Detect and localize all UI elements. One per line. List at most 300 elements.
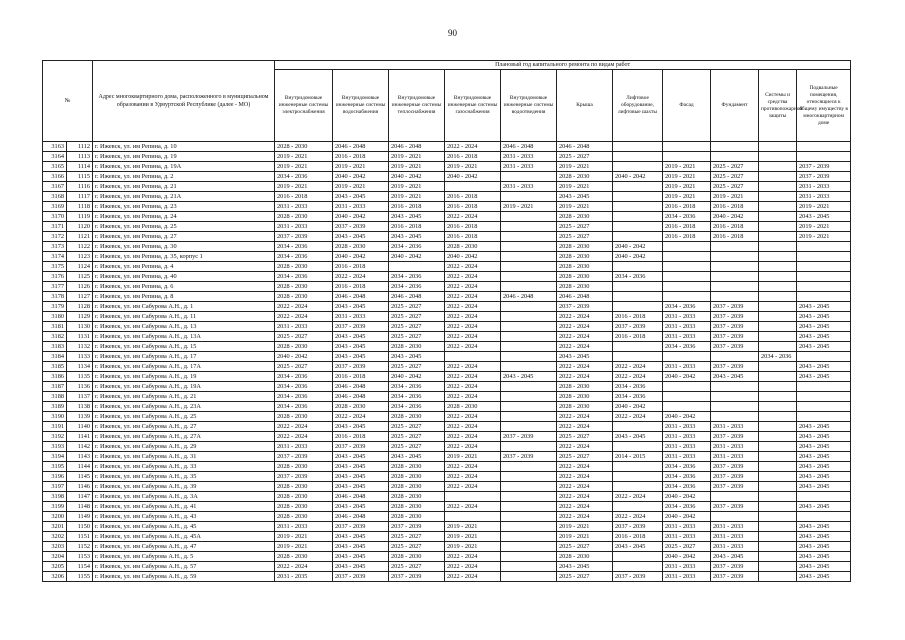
cell-electricity-period: 2028 - 2030 — [275, 502, 333, 512]
cell-basement-period — [797, 152, 851, 162]
cell-basement-period: 2043 - 2045 — [797, 362, 851, 372]
cell-heat-supply-period: 2025 - 2027 — [389, 432, 445, 442]
table-row — [43, 512, 851, 522]
cell-roof-period: 2028 - 2030 — [557, 552, 613, 562]
cell-roof-period: 2028 - 2030 — [557, 252, 613, 262]
cell-address: г. Ижевск, ул. им Сабурова А.Н., д. 39 — [93, 482, 275, 492]
cell-address: г. Ижевск, ул. им Сабурова А.Н., д. 35 — [93, 472, 275, 482]
cell-facade-period: 2019 - 2021 — [663, 172, 711, 182]
cell-fire-protection-period — [759, 162, 797, 172]
cell-heat-supply-period: 2025 - 2027 — [389, 562, 445, 572]
cell-row-number: 3196 — [43, 472, 67, 482]
cell-heat-supply-period: 2025 - 2027 — [389, 362, 445, 372]
cell-heat-supply-period: 2034 - 2036 — [389, 272, 445, 282]
cell-basement-period — [797, 242, 851, 252]
cell-water-supply-period: 2019 - 2021 — [333, 162, 389, 172]
cell-electricity-period: 2022 - 2024 — [275, 312, 333, 322]
cell-basement-period — [797, 262, 851, 272]
cell-address: г. Ижевск, ул. им Сабурова А.Н., д. 3А — [93, 492, 275, 502]
table-row — [43, 252, 851, 262]
cell-water-supply-period: 2016 - 2018 — [333, 432, 389, 442]
cell-fire-protection-period — [759, 182, 797, 192]
cell-fire-protection-period — [759, 142, 797, 152]
cell-heat-supply-period: 2028 - 2030 — [389, 462, 445, 472]
cell-foundation-period — [711, 252, 759, 262]
column-group-header: Плановый год капитального ремонта по видам работ — [275, 61, 851, 70]
cell-row-number: 3199 — [43, 502, 67, 512]
table-row — [43, 152, 851, 162]
cell-foundation-period: 2031 - 2033 — [711, 522, 759, 532]
cell-facade-period — [663, 402, 711, 412]
cell-roof-period: 2025 - 2027 — [557, 432, 613, 442]
cell-electricity-period: 2034 - 2036 — [275, 172, 333, 182]
cell-drainage-period — [501, 382, 557, 392]
cell-building-id: 1151 — [67, 532, 93, 542]
cell-water-supply-period: 2043 - 2045 — [333, 552, 389, 562]
cell-roof-period: 2028 - 2030 — [557, 382, 613, 392]
cell-elevator-period: 2016 - 2018 — [613, 312, 663, 322]
cell-building-id: 1134 — [67, 362, 93, 372]
cell-foundation-period — [711, 242, 759, 252]
cell-facade-period: 2034 - 2036 — [663, 462, 711, 472]
table-row — [43, 542, 851, 552]
cell-fire-protection-period — [759, 242, 797, 252]
cell-building-id: 1115 — [67, 172, 93, 182]
cell-heat-supply-period: 2046 - 2048 — [389, 142, 445, 152]
cell-address: г. Ижевск, ул. им Сабурова А.Н., д. 47 — [93, 542, 275, 552]
cell-row-number: 3201 — [43, 522, 67, 532]
cell-building-id: 1154 — [67, 562, 93, 572]
cell-electricity-period: 2028 - 2030 — [275, 292, 333, 302]
cell-electricity-period: 2028 - 2030 — [275, 482, 333, 492]
cell-fire-protection-period — [759, 312, 797, 322]
cell-heat-supply-period: 2028 - 2030 — [389, 412, 445, 422]
cell-elevator-period — [613, 182, 663, 192]
cell-heat-supply-period: 2043 - 2045 — [389, 452, 445, 462]
cell-facade-period: 2031 - 2033 — [663, 562, 711, 572]
cell-facade-period — [663, 392, 711, 402]
cell-water-supply-period: 2031 - 2033 — [333, 312, 389, 322]
cell-electricity-period: 2028 - 2030 — [275, 282, 333, 292]
cell-facade-period — [663, 242, 711, 252]
cell-basement-period: 2043 - 2045 — [797, 502, 851, 512]
cell-roof-period: 2022 - 2024 — [557, 342, 613, 352]
cell-gas-supply-period: 2040 - 2042 — [445, 172, 501, 182]
cell-roof-period: 2019 - 2021 — [557, 522, 613, 532]
cell-electricity-period: 2019 - 2021 — [275, 182, 333, 192]
cell-water-supply-period: 2022 - 2024 — [333, 272, 389, 282]
table-row — [43, 502, 851, 512]
cell-foundation-period: 2037 - 2039 — [711, 362, 759, 372]
cell-basement-period: 2031 - 2033 — [797, 192, 851, 202]
cell-building-id: 1144 — [67, 462, 93, 472]
cell-heat-supply-period: 2034 - 2036 — [389, 382, 445, 392]
cell-water-supply-period: 2043 - 2045 — [333, 472, 389, 482]
cell-row-number: 3169 — [43, 202, 67, 212]
cell-electricity-period: 2022 - 2024 — [275, 432, 333, 442]
cell-foundation-period: 2031 - 2033 — [711, 542, 759, 552]
cell-row-number: 3182 — [43, 332, 67, 342]
cell-foundation-period: 2037 - 2039 — [711, 482, 759, 492]
cell-elevator-period — [613, 222, 663, 232]
cell-foundation-period: 2031 - 2033 — [711, 442, 759, 452]
cell-foundation-period: 2037 - 2039 — [711, 502, 759, 512]
cell-facade-period: 2031 - 2033 — [663, 572, 711, 582]
cell-gas-supply-period: 2022 - 2024 — [445, 442, 501, 452]
cell-foundation-period: 2037 - 2039 — [711, 562, 759, 572]
cell-elevator-period — [613, 202, 663, 212]
cell-fire-protection-period — [759, 222, 797, 232]
cell-row-number: 3194 — [43, 452, 67, 462]
cell-gas-supply-period: 2016 - 2018 — [445, 232, 501, 242]
cell-drainage-period — [501, 302, 557, 312]
cell-electricity-period: 2034 - 2036 — [275, 402, 333, 412]
cell-electricity-period: 2037 - 2039 — [275, 472, 333, 482]
cell-row-number: 3197 — [43, 482, 67, 492]
cell-address: г. Ижевск, ул. им Сабурова А.Н., д. 1 — [93, 302, 275, 312]
cell-roof-period: 2019 - 2021 — [557, 202, 613, 212]
cell-basement-period: 2043 - 2045 — [797, 532, 851, 542]
cell-building-id: 1148 — [67, 502, 93, 512]
cell-gas-supply-period: 2022 - 2024 — [445, 372, 501, 382]
cell-water-supply-period: 2016 - 2018 — [333, 262, 389, 272]
cell-basement-period: 2043 - 2045 — [797, 422, 851, 432]
cell-drainage-period: 2046 - 2048 — [501, 142, 557, 152]
cell-basement-period: 2043 - 2045 — [797, 432, 851, 442]
cell-electricity-period: 2022 - 2024 — [275, 302, 333, 312]
cell-facade-period: 2034 - 2036 — [663, 502, 711, 512]
cell-foundation-period: 2031 - 2033 — [711, 422, 759, 432]
cell-facade-period: 2040 - 2042 — [663, 512, 711, 522]
cell-row-number: 3183 — [43, 342, 67, 352]
cell-water-supply-period: 2031 - 2033 — [333, 202, 389, 212]
cell-gas-supply-period: 2016 - 2018 — [445, 222, 501, 232]
cell-fire-protection-period — [759, 462, 797, 472]
cell-gas-supply-period — [445, 352, 501, 362]
cell-row-number: 3167 — [43, 182, 67, 192]
cell-building-id: 1114 — [67, 162, 93, 172]
header-row-group — [43, 61, 851, 70]
cell-building-id: 1137 — [67, 392, 93, 402]
cell-basement-period: 2043 - 2045 — [797, 312, 851, 322]
cell-water-supply-period: 2043 - 2045 — [333, 562, 389, 572]
cell-gas-supply-period: 2019 - 2021 — [445, 162, 501, 172]
cell-electricity-period: 2025 - 2027 — [275, 332, 333, 342]
cell-roof-period: 2022 - 2024 — [557, 362, 613, 372]
cell-address: г. Ижевск, ул. им Репина, д. 2 — [93, 172, 275, 182]
cell-basement-period: 2031 - 2033 — [797, 182, 851, 192]
cell-elevator-period: 2040 - 2042 — [613, 252, 663, 262]
cell-row-number: 3203 — [43, 542, 67, 552]
cell-address: г. Ижевск, ул. им Репина, д. 6 — [93, 282, 275, 292]
cell-basement-period: 2037 - 2039 — [797, 162, 851, 172]
cell-foundation-period — [711, 492, 759, 502]
table-row — [43, 382, 851, 392]
cell-electricity-period: 2028 - 2030 — [275, 462, 333, 472]
cell-building-id: 1126 — [67, 282, 93, 292]
table-row — [43, 332, 851, 342]
cell-heat-supply-period: 2019 - 2021 — [389, 152, 445, 162]
cell-water-supply-period: 2037 - 2039 — [333, 522, 389, 532]
cell-water-supply-period: 2037 - 2039 — [333, 572, 389, 582]
cell-address: г. Ижевск, ул. им Сабурова А.Н., д. 19 — [93, 372, 275, 382]
cell-foundation-period: 2016 - 2018 — [711, 232, 759, 242]
cell-facade-period: 2031 - 2033 — [663, 362, 711, 372]
cell-facade-period — [663, 142, 711, 152]
column-header-gas-supply: Внутридомовые инженерные системы газоснабжения — [445, 70, 501, 142]
cell-heat-supply-period: 2028 - 2030 — [389, 342, 445, 352]
cell-fire-protection-period — [759, 572, 797, 582]
cell-facade-period: 2031 - 2033 — [663, 312, 711, 322]
cell-foundation-period: 2037 - 2039 — [711, 462, 759, 472]
table-row — [43, 572, 851, 582]
cell-gas-supply-period: 2022 - 2024 — [445, 382, 501, 392]
cell-gas-supply-period: 2022 - 2024 — [445, 362, 501, 372]
cell-electricity-period: 2031 - 2033 — [275, 202, 333, 212]
cell-gas-supply-period: 2022 - 2024 — [445, 572, 501, 582]
cell-heat-supply-period: 2040 - 2042 — [389, 252, 445, 262]
cell-fire-protection-period — [759, 402, 797, 412]
cell-electricity-period: 2025 - 2027 — [275, 362, 333, 372]
cell-row-number: 3180 — [43, 312, 67, 322]
cell-foundation-period — [711, 292, 759, 302]
cell-elevator-period — [613, 142, 663, 152]
cell-roof-period: 2025 - 2027 — [557, 232, 613, 242]
cell-facade-period: 2031 - 2033 — [663, 322, 711, 332]
cell-fire-protection-period — [759, 282, 797, 292]
cell-elevator-period: 2022 - 2024 — [613, 412, 663, 422]
cell-electricity-period: 2028 - 2030 — [275, 142, 333, 152]
cell-facade-period: 2031 - 2033 — [663, 442, 711, 452]
column-header-heat-supply: Внутридомовые инженерные системы теплоснабжения — [389, 70, 445, 142]
cell-facade-period — [663, 262, 711, 272]
cell-fire-protection-period — [759, 452, 797, 462]
cell-basement-period — [797, 252, 851, 262]
cell-electricity-period: 2019 - 2021 — [275, 152, 333, 162]
cell-drainage-period — [501, 272, 557, 282]
cell-elevator-period: 2040 - 2042 — [613, 172, 663, 182]
column-header-number: № — [43, 61, 93, 142]
cell-elevator-period: 2022 - 2024 — [613, 362, 663, 372]
cell-drainage-period — [501, 242, 557, 252]
table-row — [43, 492, 851, 502]
cell-fire-protection-period — [759, 342, 797, 352]
cell-electricity-period: 2031 - 2033 — [275, 442, 333, 452]
cell-basement-period — [797, 272, 851, 282]
cell-address: г. Ижевск, ул. им Репина, д. 35, корпус 1 — [93, 252, 275, 262]
cell-gas-supply-period: 2022 - 2024 — [445, 272, 501, 282]
cell-roof-period: 2022 - 2024 — [557, 502, 613, 512]
cell-roof-period: 2025 - 2027 — [557, 572, 613, 582]
cell-water-supply-period: 2043 - 2045 — [333, 232, 389, 242]
cell-drainage-period: 2037 - 2039 — [501, 452, 557, 462]
cell-facade-period — [663, 152, 711, 162]
cell-fire-protection-period — [759, 362, 797, 372]
cell-drainage-period — [501, 252, 557, 262]
table-row — [43, 472, 851, 482]
cell-roof-period: 2019 - 2021 — [557, 182, 613, 192]
cell-address: г. Ижевск, ул. им Сабурова А.Н., д. 45 — [93, 522, 275, 532]
cell-gas-supply-period: 2022 - 2024 — [445, 392, 501, 402]
cell-fire-protection-period — [759, 442, 797, 452]
cell-water-supply-period: 2046 - 2048 — [333, 292, 389, 302]
cell-elevator-period: 2040 - 2042 — [613, 402, 663, 412]
cell-row-number: 3174 — [43, 252, 67, 262]
cell-fire-protection-period — [759, 152, 797, 162]
cell-drainage-period — [501, 462, 557, 472]
cell-gas-supply-period: 2028 - 2030 — [445, 402, 501, 412]
cell-water-supply-period: 2037 - 2039 — [333, 442, 389, 452]
cell-roof-period: 2022 - 2024 — [557, 512, 613, 522]
cell-electricity-period: 2028 - 2030 — [275, 262, 333, 272]
cell-fire-protection-period — [759, 412, 797, 422]
cell-elevator-period: 2016 - 2018 — [613, 332, 663, 342]
cell-facade-period: 2031 - 2033 — [663, 522, 711, 532]
cell-roof-period: 2028 - 2030 — [557, 272, 613, 282]
cell-facade-period: 2019 - 2021 — [663, 162, 711, 172]
cell-building-id: 1123 — [67, 252, 93, 262]
cell-building-id: 1124 — [67, 262, 93, 272]
cell-building-id: 1132 — [67, 342, 93, 352]
cell-electricity-period: 2034 - 2036 — [275, 272, 333, 282]
cell-foundation-period: 2037 - 2039 — [711, 572, 759, 582]
cell-building-id: 1117 — [67, 192, 93, 202]
cell-building-id: 1138 — [67, 402, 93, 412]
cell-roof-period: 2022 - 2024 — [557, 312, 613, 322]
cell-roof-period: 2025 - 2027 — [557, 222, 613, 232]
cell-drainage-period — [501, 572, 557, 582]
cell-drainage-period — [501, 352, 557, 362]
cell-foundation-period — [711, 382, 759, 392]
cell-roof-period: 2028 - 2030 — [557, 282, 613, 292]
cell-elevator-period — [613, 282, 663, 292]
cell-gas-supply-period: 2019 - 2021 — [445, 522, 501, 532]
cell-building-id: 1127 — [67, 292, 93, 302]
cell-foundation-period: 2040 - 2042 — [711, 212, 759, 222]
cell-facade-period: 2040 - 2042 — [663, 372, 711, 382]
cell-address: г. Ижевск, ул. им Репина, д. 27 — [93, 232, 275, 242]
cell-heat-supply-period — [389, 262, 445, 272]
cell-facade-period: 2040 - 2042 — [663, 552, 711, 562]
cell-building-id: 1120 — [67, 222, 93, 232]
cell-elevator-period — [613, 302, 663, 312]
cell-gas-supply-period: 2022 - 2024 — [445, 342, 501, 352]
table-row — [43, 362, 851, 372]
cell-building-id: 1136 — [67, 382, 93, 392]
cell-gas-supply-period: 2022 - 2024 — [445, 432, 501, 442]
cell-heat-supply-period: 2025 - 2027 — [389, 312, 445, 322]
cell-electricity-period: 2019 - 2021 — [275, 542, 333, 552]
cell-electricity-period: 2022 - 2024 — [275, 562, 333, 572]
cell-building-id: 1121 — [67, 232, 93, 242]
cell-gas-supply-period: 2022 - 2024 — [445, 302, 501, 312]
cell-fire-protection-period — [759, 212, 797, 222]
cell-drainage-period — [501, 342, 557, 352]
cell-row-number: 3175 — [43, 262, 67, 272]
cell-basement-period: 2043 - 2045 — [797, 322, 851, 332]
cell-heat-supply-period: 2028 - 2030 — [389, 472, 445, 482]
cell-heat-supply-period: 2025 - 2027 — [389, 302, 445, 312]
cell-elevator-period — [613, 442, 663, 452]
cell-foundation-period: 2037 - 2039 — [711, 332, 759, 342]
cell-drainage-period — [501, 312, 557, 322]
cell-drainage-period — [501, 532, 557, 542]
cell-building-id: 1143 — [67, 452, 93, 462]
cell-row-number: 3163 — [43, 142, 67, 152]
cell-drainage-period — [501, 482, 557, 492]
cell-address: г. Ижевск, ул. им Репина, д. 25 — [93, 222, 275, 232]
cell-water-supply-period: 2043 - 2045 — [333, 342, 389, 352]
cell-roof-period: 2043 - 2045 — [557, 352, 613, 362]
table-row — [43, 292, 851, 302]
cell-heat-supply-period: 2028 - 2030 — [389, 492, 445, 502]
cell-facade-period: 2019 - 2021 — [663, 182, 711, 192]
cell-elevator-period: 2043 - 2045 — [613, 432, 663, 442]
column-header-electricity: Внутридомовые инженерные системы электроснабжения — [275, 70, 333, 142]
cell-foundation-period: 2037 - 2039 — [711, 472, 759, 482]
cell-roof-period: 2028 - 2030 — [557, 402, 613, 412]
cell-drainage-period — [501, 262, 557, 272]
cell-heat-supply-period: 2028 - 2030 — [389, 502, 445, 512]
cell-heat-supply-period: 2028 - 2030 — [389, 482, 445, 492]
cell-foundation-period — [711, 272, 759, 282]
cell-water-supply-period: 2028 - 2030 — [333, 402, 389, 412]
cell-address: г. Ижевск, ул. им Репина, д. 24 — [93, 212, 275, 222]
cell-roof-period: 2025 - 2027 — [557, 542, 613, 552]
table-row — [43, 192, 851, 202]
cell-water-supply-period: 2043 - 2045 — [333, 482, 389, 492]
cell-heat-supply-period: 2028 - 2030 — [389, 512, 445, 522]
cell-roof-period: 2025 - 2027 — [557, 452, 613, 462]
cell-water-supply-period: 2016 - 2018 — [333, 152, 389, 162]
cell-facade-period — [663, 282, 711, 292]
cell-elevator-period — [613, 552, 663, 562]
cell-basement-period — [797, 382, 851, 392]
cell-water-supply-period: 2016 - 2018 — [333, 282, 389, 292]
cell-elevator-period: 2022 - 2024 — [613, 512, 663, 522]
cell-row-number: 3173 — [43, 242, 67, 252]
table-row — [43, 422, 851, 432]
cell-address: г. Ижевск, ул. им Репина, д. 40 — [93, 272, 275, 282]
cell-address: г. Ижевск, ул. им Сабурова А.Н., д. 45А — [93, 532, 275, 542]
cell-elevator-period: 2037 - 2039 — [613, 522, 663, 532]
cell-gas-supply-period: 2022 - 2024 — [445, 562, 501, 572]
table-row — [43, 432, 851, 442]
cell-row-number: 3187 — [43, 382, 67, 392]
cell-heat-supply-period: 2034 - 2036 — [389, 402, 445, 412]
cell-drainage-period: 2037 - 2039 — [501, 432, 557, 442]
cell-address: г. Ижевск, ул. им Сабурова А.Н., д. 15 — [93, 342, 275, 352]
cell-water-supply-period: 2043 - 2045 — [333, 352, 389, 362]
cell-address: г. Ижевск, ул. им Сабурова А.Н., д. 57 — [93, 562, 275, 572]
cell-heat-supply-period: 2040 - 2042 — [389, 172, 445, 182]
cell-basement-period: 2043 - 2045 — [797, 482, 851, 492]
cell-facade-period — [663, 272, 711, 282]
cell-address: г. Ижевск, ул. им Сабурова А.Н., д. 43 — [93, 512, 275, 522]
cell-basement-period: 2043 - 2045 — [797, 542, 851, 552]
cell-fire-protection-period — [759, 512, 797, 522]
cell-building-id: 1119 — [67, 212, 93, 222]
cell-electricity-period: 2034 - 2036 — [275, 392, 333, 402]
cell-foundation-period — [711, 282, 759, 292]
cell-address: г. Ижевск, ул. им Сабурова А.Н., д. 31 — [93, 452, 275, 462]
table-row — [43, 232, 851, 242]
cell-heat-supply-period: 2019 - 2021 — [389, 162, 445, 172]
cell-drainage-period — [501, 392, 557, 402]
cell-basement-period — [797, 512, 851, 522]
table-row — [43, 162, 851, 172]
cell-water-supply-period: 2046 - 2048 — [333, 142, 389, 152]
